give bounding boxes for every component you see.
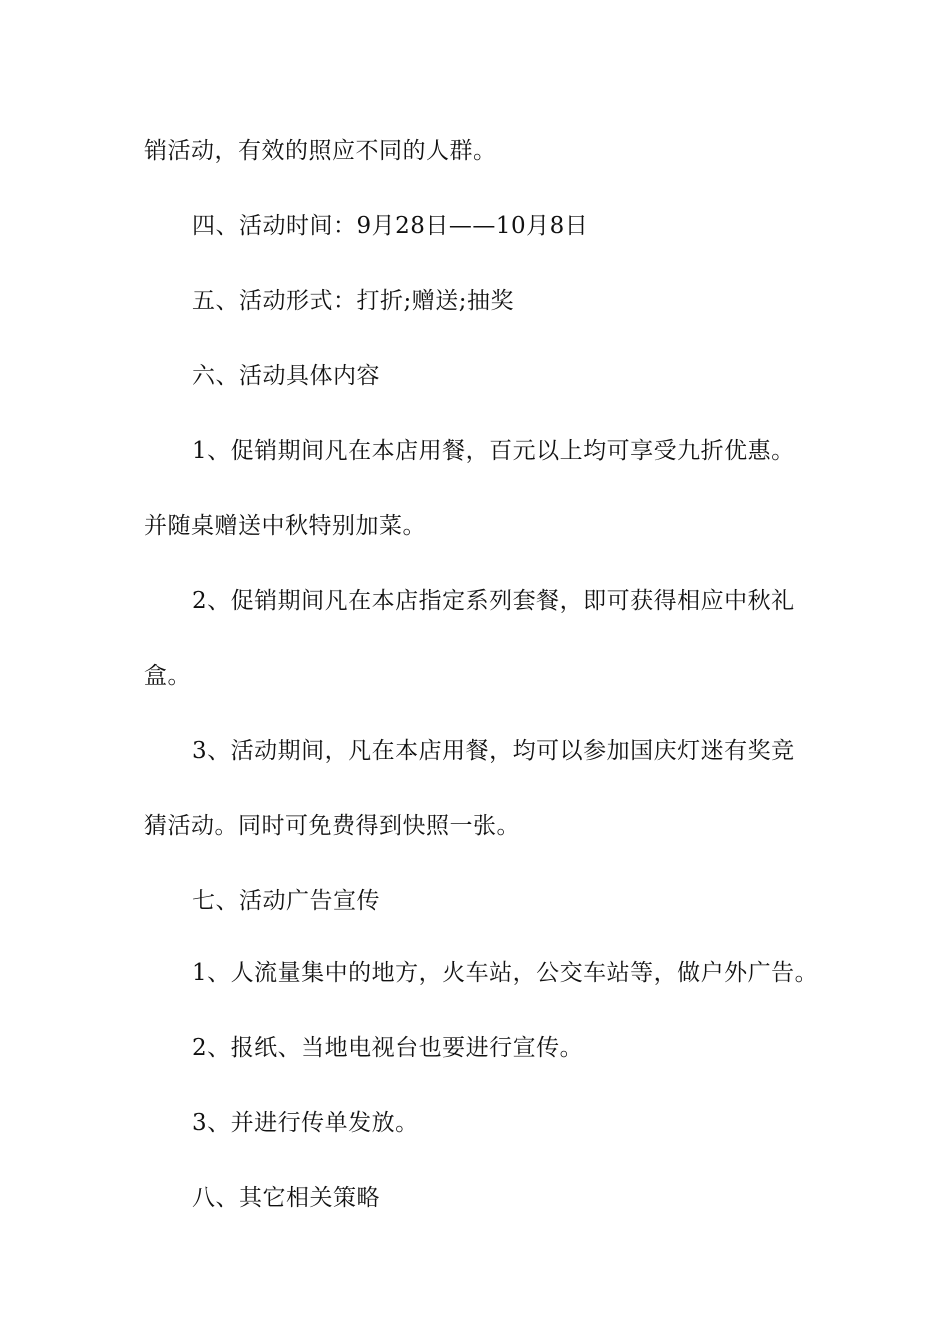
ad-item-1: 1、人流量集中的地方，火车站，公交车站等，做户外广告。: [192, 960, 819, 986]
list-item-3-line-2: 猜活动。同时可免费得到快照一张。: [144, 813, 520, 839]
list-item-1-line-1: 1、促销期间凡在本店用餐，百元以上均可享受九折优惠。: [192, 438, 795, 464]
list-item-3-line-1: 3、活动期间，凡在本店用餐，均可以参加国庆灯迷有奖竞: [192, 738, 795, 764]
section-heading-other-strategies: 八、其它相关策略: [192, 1185, 380, 1211]
list-item-2-line-1: 2、促销期间凡在本店指定系列套餐，即可获得相应中秋礼: [192, 588, 795, 614]
section-heading-advertising: 七、活动广告宣传: [192, 888, 380, 914]
ad-item-3: 3、并进行传单发放。: [192, 1110, 419, 1136]
ad-item-2: 2、报纸、当地电视台也要进行宣传。: [192, 1035, 584, 1061]
section-heading-activity-time: 四、活动时间：9月28日——10月8日: [192, 213, 589, 239]
paragraph-line: 销活动，有效的照应不同的人群。: [144, 138, 497, 164]
list-item-1-line-2: 并随桌赠送中秋特别加菜。: [144, 513, 426, 539]
list-item-2-line-2: 盒。: [144, 663, 191, 689]
section-heading-activity-content: 六、活动具体内容: [192, 363, 380, 389]
section-heading-activity-form: 五、活动形式：打折;赠送;抽奖: [192, 288, 514, 314]
